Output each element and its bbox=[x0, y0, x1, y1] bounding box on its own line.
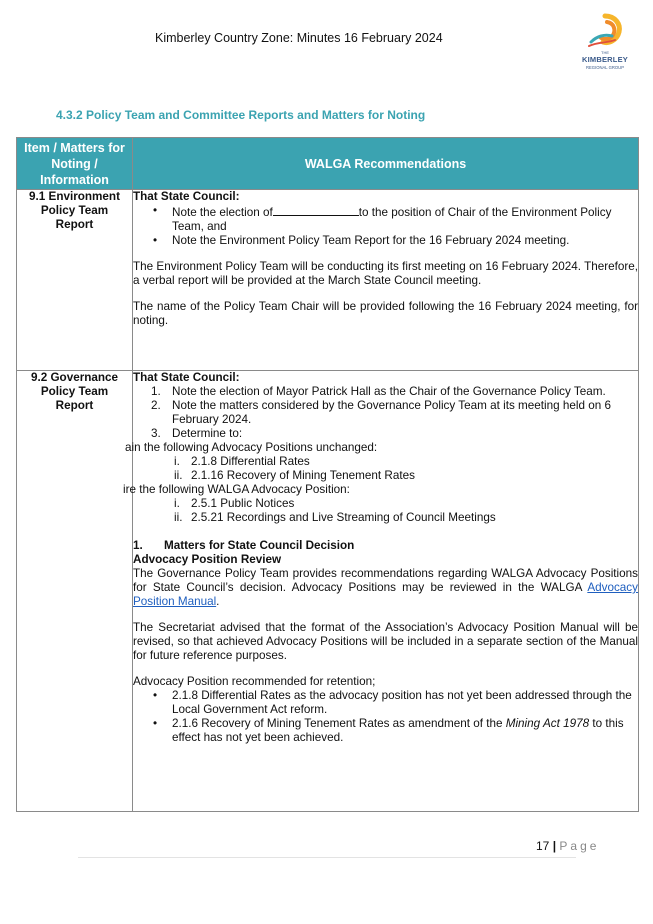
bullet-text: to this effect has not yet been achieved. bbox=[172, 717, 624, 744]
paragraph: The Secretariat advised that the format of the Association’s Advocacy Position Manual will be revised, so that achieved Advocacy Positions will be included in a separate section of the Manual for future reference purposes. bbox=[133, 621, 638, 662]
roman-numeral: ii. bbox=[174, 469, 183, 482]
list-number: 3. bbox=[151, 427, 161, 440]
review-heading: Advocacy Position Review bbox=[133, 553, 282, 566]
item-label-line: 9.2 Governance bbox=[30, 371, 119, 384]
review-text: The Governance Policy Team provides recommendations regarding WALGA Advocacy Positions for State Council’s decision. Advocacy Positions may be reviewed in the WALGA bbox=[133, 567, 638, 594]
list-item bbox=[133, 717, 638, 745]
list-number: 2. bbox=[151, 399, 161, 412]
sub-list-text: 2.5.1 Public Notices bbox=[191, 497, 295, 510]
logo-swirl-icon bbox=[585, 12, 625, 50]
table-row bbox=[17, 371, 639, 812]
page-number bbox=[536, 839, 599, 853]
retain-line: ain the following Advocacy Positions unchanged: bbox=[125, 441, 378, 454]
resolution-intro: That State Council: bbox=[133, 371, 240, 384]
retire-line: ire the following WALGA Advocacy Position: bbox=[123, 483, 350, 496]
sub-list-text: 2.5.21 Recordings and Live Streaming of Council Meetings bbox=[191, 511, 496, 524]
item-label-line: Report bbox=[55, 399, 94, 412]
bullet-icon: • bbox=[153, 689, 158, 702]
column-header-recommendations: WALGA Recommendations bbox=[133, 138, 639, 190]
item-label-line: 9.1 Environment bbox=[29, 190, 120, 203]
list-item bbox=[133, 234, 638, 248]
page-number-value: 17 bbox=[536, 839, 550, 853]
kimberley-logo bbox=[578, 12, 632, 72]
bullet-text: Note the Environment Policy Team Report for the 16 February 2024 meeting. bbox=[172, 234, 570, 247]
list-item bbox=[133, 399, 638, 427]
item-cell bbox=[17, 190, 133, 371]
bullet-icon: • bbox=[153, 234, 158, 247]
bullet-text: to the position of Chair of the Environment Policy Team, and bbox=[172, 206, 612, 233]
list-item bbox=[133, 204, 638, 234]
item-label-line: Policy Team bbox=[40, 204, 109, 217]
act-title: Mining Act 1978 bbox=[505, 717, 590, 730]
logo-name-text: KIMBERLEY bbox=[582, 55, 628, 64]
period: . bbox=[216, 595, 220, 608]
page-separator: | bbox=[552, 839, 557, 853]
sub-list-text: 2.1.16 Recovery of Mining Tenement Rates bbox=[191, 469, 415, 482]
decision-number: 1. bbox=[133, 539, 143, 552]
bullet-text: 2.1.8 Differential Rates as the advocacy position has not yet been addressed through the Local Government Act reform. bbox=[172, 689, 632, 716]
bullet-icon: • bbox=[153, 717, 158, 730]
recommendations-table bbox=[16, 137, 639, 812]
roman-numeral: ii. bbox=[174, 511, 183, 524]
recommendation-cell bbox=[133, 190, 639, 371]
bullet-icon: • bbox=[153, 204, 158, 217]
table-header-row bbox=[17, 138, 639, 190]
recommendation-cell bbox=[123, 371, 639, 812]
logo-sub-text: REGIONAL GROUP bbox=[585, 65, 624, 70]
sub-list-text: 2.1.8 Differential Rates bbox=[191, 455, 310, 468]
decision-title: Matters for State Council Decision bbox=[164, 539, 355, 552]
list-item bbox=[133, 385, 638, 399]
logo-top-text: THE bbox=[601, 50, 609, 55]
bullet-text: Note the election of bbox=[172, 206, 273, 219]
list-text: Note the matters considered by the Governance Policy Team at its meeting held on 6 February 2024. bbox=[172, 399, 611, 426]
sub-list-item bbox=[133, 497, 638, 511]
blank-line bbox=[273, 204, 359, 216]
paragraph: The name of the Policy Team Chair will be provided following the 16 February 2024 meeting, for noting. bbox=[133, 300, 638, 327]
list-number: 1. bbox=[151, 385, 161, 398]
table-row bbox=[17, 190, 639, 371]
bullet-text: 2.1.6 Recovery of Mining Tenement Rates as amendment of the bbox=[172, 717, 503, 730]
sub-list-item bbox=[133, 469, 638, 483]
document-header-title: Kimberley Country Zone: Minutes 16 February 2024 bbox=[155, 31, 443, 45]
list-text: Determine to: bbox=[172, 427, 243, 440]
paragraph: The Environment Policy Team will be conducting its first meeting on 16 February 2024. Therefore, a verbal report will be provided at the March State Council meeting. bbox=[133, 260, 638, 287]
list-text: Note the election of Mayor Patrick Hall as the Chair of the Governance Policy Team. bbox=[172, 385, 606, 398]
sub-list-item bbox=[133, 455, 638, 469]
advocacy-manual-link[interactable]: Advocacy Position Manual bbox=[133, 581, 638, 608]
footer-divider bbox=[78, 857, 576, 858]
paragraph bbox=[133, 567, 638, 609]
retention-intro: Advocacy Position recommended for retention; bbox=[133, 675, 376, 688]
item-cell bbox=[17, 371, 133, 812]
roman-numeral: i. bbox=[174, 455, 180, 468]
item-label-line: Report bbox=[55, 218, 94, 231]
roman-numeral: i. bbox=[174, 497, 180, 510]
column-header-item: Item / Matters for Noting / Information bbox=[17, 138, 133, 190]
list-item bbox=[133, 427, 638, 441]
list-item bbox=[133, 689, 638, 717]
sub-list-item bbox=[133, 511, 638, 525]
resolution-intro: That State Council: bbox=[133, 190, 240, 203]
page-label: Page bbox=[559, 839, 600, 853]
section-heading: 4.3.2 Policy Team and Committee Reports and Matters for Noting bbox=[56, 108, 426, 122]
decision-heading bbox=[133, 539, 638, 553]
item-label-line: Policy Team bbox=[40, 385, 109, 398]
